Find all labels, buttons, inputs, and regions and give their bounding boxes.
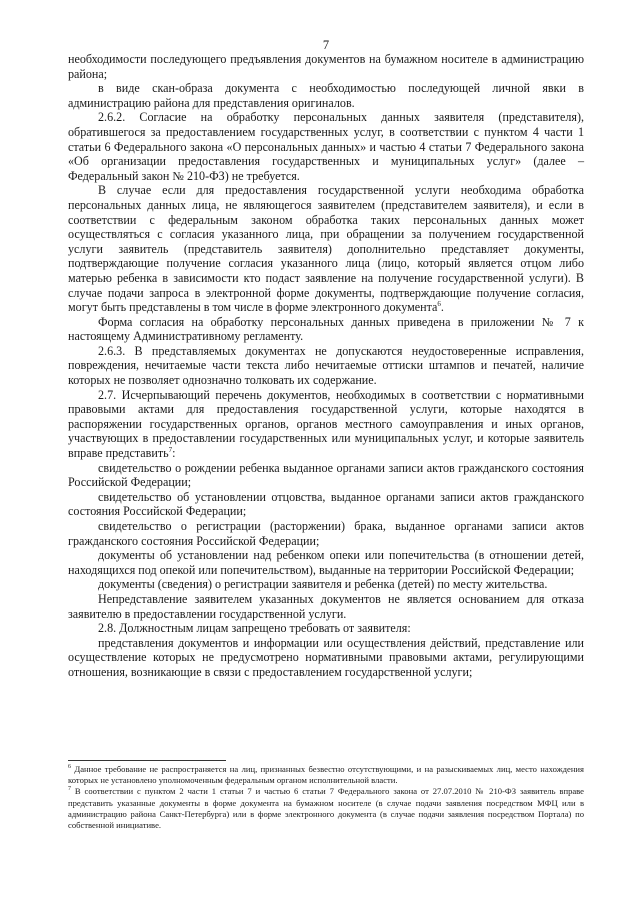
paragraph: свидетельство о регистрации (расторжении) брака, выданное органами записи актов гражданского состояния Российской Федерации; <box>68 519 584 548</box>
paragraph: 2.8. Должностным лицам запрещено требовать от заявителя: <box>98 621 411 636</box>
footnote: $^6$ Данное требование не распространяется на лиц, признанных безвестно отсутствующими, и на разыскиваемых лиц, место нахождения которых не установлено уполномоченным федеральным органом исполнительной власти. <box>68 764 584 786</box>
page-number: 7 <box>322 38 330 52</box>
body-text <box>68 52 584 680</box>
paragraph: Непредставление заявителем указанных документов не является основанием для отказа заявителю в предоставлении государственной услуги. <box>68 591 584 621</box>
paragraph: Форма согласия на обработку персональных данных приведена в приложении № 7 к настоящему Административному регламенту. <box>68 314 584 344</box>
footnote-reference: 6 <box>437 300 441 309</box>
paragraph: В случае если для предоставления государственной услуги необходима обработка персональных данных лица, не являющегося заявителем (представителем заявителя), и если в соответствии с федеральным законом обработка таких персональных данных может осуществляться с согласия указанного лица, при обращении за получением государственной услуги заявитель (представитель заявителя) дополнительно представляет документы, подтверждающие получение согласия указанного лица (лицо, который является отцом либо матерью ребенка в зависимости кто подаст заявление на получение государственной услуги). В случае подачи запроса в электронной форме документы, подтверждающие получение согласия, могут быть представлены в том числе в форме электронного документа$^6$. <box>68 183 584 315</box>
paragraph: документы (сведения) о регистрации заявителя и ребенка (детей) по месту жительства. <box>98 577 548 592</box>
footnote-mark: 7 <box>68 786 71 793</box>
paragraph: свидетельство об установлении отцовства, выданное органами записи актов гражданского состояния Российской Федерации; <box>68 489 584 519</box>
paragraph: в виде скан-образа документа с необходимостью последующей личной явки в администрацию района для представления оригиналов. <box>68 81 584 110</box>
paragraph: документы об установлении над ребенком опеки или попечительства (в отношении детей, находящихся под опекой или попечительством), выданные на территории Российской Федерации; <box>68 548 584 577</box>
footnote-mark: 6 <box>68 764 71 771</box>
paragraph: 2.6.3. В представляемых документах не допускаются неудостоверенные исправления, повреждения, нечитаемые части текста либо нечитаемые оттиски штампов и печатей, наличие которых не позволяет однозначно толковать их содержание. <box>68 343 584 388</box>
paragraph: 2.6.2. Согласие на обработку персональных данных заявителя (представителя), обратившегося за предоставлением государственных услуг, в соответствии с пунктом 4 части 1 статьи 6 Федерального закона «О персональных данных» и частью 4 статьи 7 Федерального закона «Об организации предоставления государственных и муниципальных услуг» (далее – Федеральный закон № 210-ФЗ) не требуется. <box>68 110 584 183</box>
footnote-separator <box>68 760 226 761</box>
footnote-reference: 7 <box>168 446 173 454</box>
footnotes <box>68 764 584 831</box>
paragraph: необходимости последующего предъявления документов на бумажном носителе в администрацию района; <box>68 52 584 81</box>
paragraph: 2.7. Исчерпывающий перечень документов, необходимых в соответствии с нормативными правовыми актами для предоставления государственной услуги, которые находятся в распоряжении государственных органов, органов местного самоуправления и иных органов, участвующих в предоставлении государственных или муниципальных услуг, и которые заявитель вправе представить$^7$: <box>68 387 584 461</box>
footnote: $^7$ В соответствии с пунктом 2 части 1 статьи 7 и частью 6 статьи 7 Федерального закона от 27.07.2010 № 210-ФЗ заявитель вправе представить указанные документы в форме документа на бумажном носителе (в случае подачи заявления посредством МФЦ или в администрацию района Санкт-Петербурга) или в форме электронного документа (в случае подачи заявления посредством Портала) по собственной инициативе. <box>68 786 584 831</box>
paragraph: представления документов и информации или осуществления действий, представление или осуществление которых не предусмотрено нормативными правовыми актами, регулирующими отношения, возникающие в связи с предоставлением государственной услуги; <box>68 635 584 679</box>
paragraph: свидетельство о рождении ребенка выданное органами записи актов гражданского состояния Российской Федерации; <box>68 460 584 490</box>
